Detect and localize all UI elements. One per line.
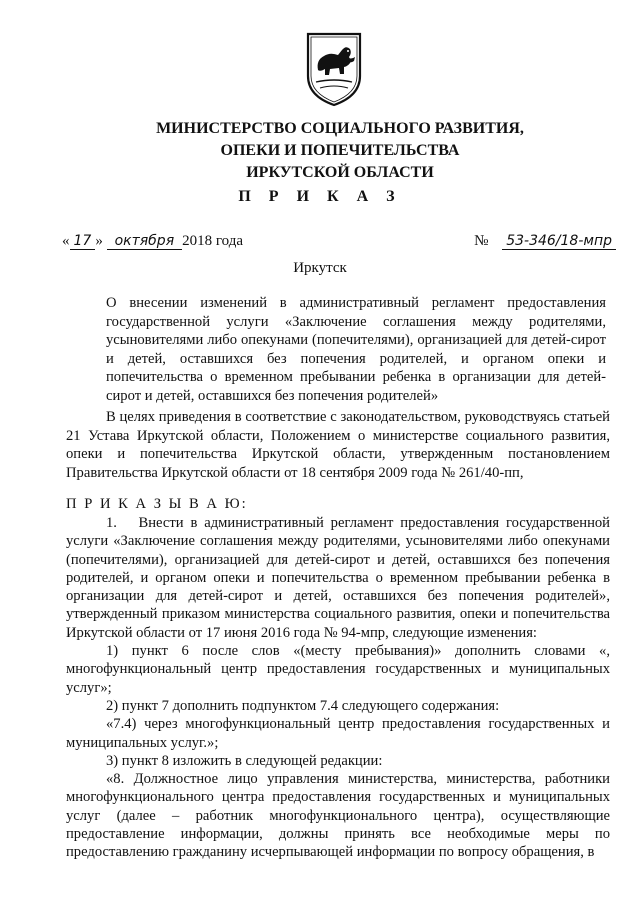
- order-month: октября: [107, 233, 183, 250]
- number-label: №: [474, 233, 489, 249]
- paragraph-6: «8. Должностное лицо управления министерства, министерства, работники многофункционального центра предоставления государственных и муниципальных услуг (далее – работник многофункционального центра), осуществляющие предоставление информации, должны принять все необходимые меры по предоставлению гражданину исчерпывающей информации по вопросу обращения, в: [66, 771, 610, 861]
- order-title: П Р И К А З: [238, 188, 402, 205]
- order-date: [62, 233, 243, 250]
- paragraph-4: «7.4) через многофункциональный центр предоставления государственных и муниципальных услуг.»;: [66, 716, 610, 751]
- coat-of-arms-emblem: [302, 30, 366, 108]
- order-body: [66, 514, 610, 862]
- ministry-line-1: МИНИСТЕРСТВО СОЦИАЛЬНОГО РАЗВИТИЯ,: [156, 120, 524, 137]
- paragraph-5: 3) пункт 8 изложить в следующей редакции:: [106, 752, 383, 769]
- quote-close: »: [95, 233, 103, 249]
- ministry-name: [150, 118, 530, 184]
- order-number-line: [474, 233, 616, 250]
- order-number: 53-346/18-мпр: [502, 233, 616, 250]
- ministry-line-2: ОПЕКИ И ПОПЕЧИТЕЛЬСТВА: [220, 142, 460, 159]
- orders-heading: П Р И К А З Ы В А Ю:: [66, 496, 248, 512]
- paragraph-1: 1. Внести в административный регламент предоставления государственной услуги «Заключение соглашения между родителями, усыновителями либо опекунами (попечителями), организацией для детей-сирот и детей, оставшихся без попечения родителей, и органом опеки и попечительства о временном пребывании ребенка в организации для детей-сирот и детей, оставшихся без попечения родителей», утвержденный приказом министерства социального развития, опеки и попечительства Иркутской области от 17 июня 2016 года № 94-мпр, следующие изменения:: [66, 515, 610, 641]
- order-year: 2018 года: [182, 233, 244, 249]
- quote-open: «: [62, 233, 70, 249]
- paragraph-3: 2) пункт 7 дополнить подпунктом 7.4 следующего содержания:: [106, 697, 500, 714]
- ministry-line-3: ИРКУТСКОЙ ОБЛАСТИ: [246, 164, 434, 181]
- order-day: 17: [70, 233, 96, 250]
- order-subject: О внесении изменений в административный регламент предоставления государственной услуги «Заключение соглашения между родителями, усыновителями либо опекунами (попечителями), организацией для детей-сирот и детей, оставшихся без попечения родителей, и органом опеки и попечительства о временном пребывании ребенка в организации для детей-сирот и детей, оставшихся без попечения родителей»: [106, 295, 606, 404]
- paragraph-2: 1) пункт 6 после слов «(месту пребывания)» дополнить словами «, многофункциональный центр предоставления государственных и муниципальных услуг»;: [66, 643, 610, 696]
- preamble: В целях приведения в соответствие с законодательством, руководствуясь статьей 21 Устава Иркутской области, Положением о министерстве социального развития, опеки и попечительства Иркутской области, утвержденным постановлением Правительства Иркутской области от 18 сентября 2009 года № 261/40-пп,: [66, 409, 610, 481]
- city: Иркутск: [293, 260, 347, 276]
